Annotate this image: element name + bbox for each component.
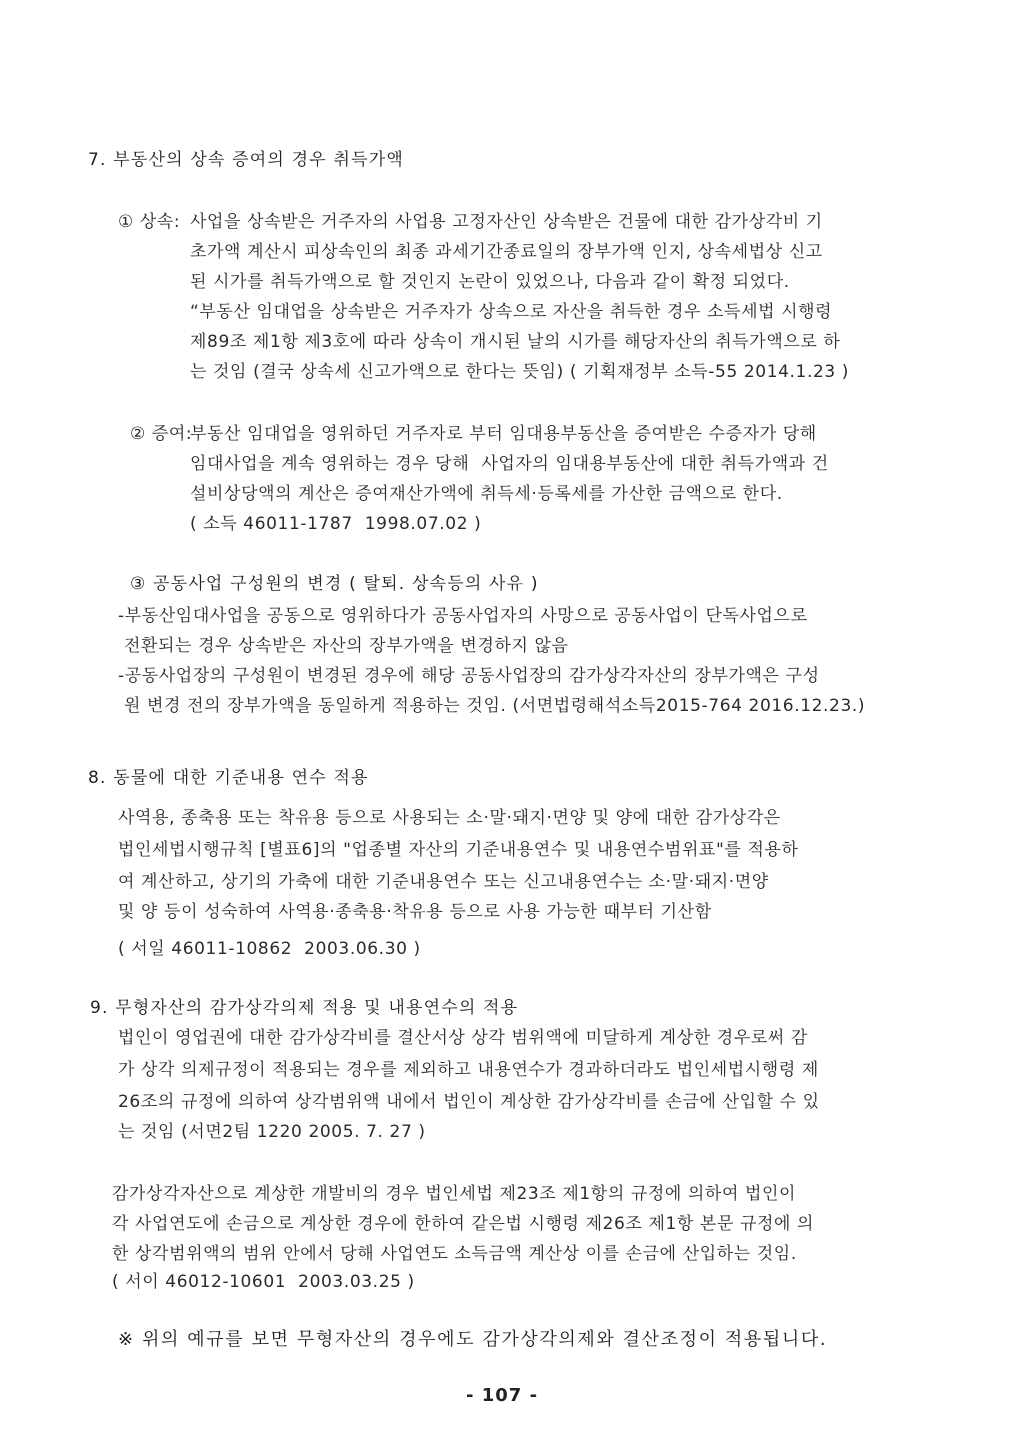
section-9-line: 법인이 영업권에 대한 감가상각비를 결산서상 상각 범위액에 미달하게 계상한 경우로써 감	[118, 1028, 808, 1048]
paragraph-line: 감가상각자산으로 계상한 개발비의 경우 법인세법 제23조 제1항의 규정에 의하여 법인이	[112, 1184, 797, 1204]
paragraph-reference: ( 서이 46012-10601 2003.03.25 )	[112, 1272, 415, 1292]
item-2-line: ( 소득 46011-1787 1998.07.02 )	[190, 514, 482, 534]
section-7-heading: 7. 부동산의 상속 증여의 경우 취득가액	[88, 150, 404, 170]
section-8-line: 법인세법시행규칙 [별표6]의 "업종별 자산의 기준내용연수 및 내용연수범위표"를 적용하	[118, 840, 799, 860]
section-9-line: 가 상각 의제규정이 적용되는 경우를 제외하고 내용연수가 경과하더라도 법인세법시행령 제	[118, 1060, 819, 1080]
paragraph-line: 한 상각범위액의 범위 안에서 당해 사업연도 소득금액 계산상 이를 손금에 산입하는 것임.	[112, 1244, 797, 1264]
item-1-line: 된 시가를 취득가액으로 할 것인지 논란이 있었으나, 다음과 같이 확정 되었다.	[190, 272, 790, 292]
section-8-line: 및 양 등이 성숙하여 사역용·종축용·착유용 등으로 사용 가능한 때부터 기산함	[118, 902, 712, 922]
item-2-label: ② 증여:	[130, 424, 193, 444]
section-8-heading: 8. 동물에 대한 기준내용 연수 적용	[88, 768, 369, 788]
item-1-label: ① 상속:	[118, 212, 181, 232]
item-2-line: 임대사업을 계속 영위하는 경우 당해 사업자의 임대용부동산에 대한 취득가액과 건	[190, 454, 829, 474]
section-8-line: 사역용, 종축용 또는 착유용 등으로 사용되는 소·말·돼지·면양 및 양에 대한 감가상각은	[118, 808, 781, 828]
section-9-line: 26조의 규정에 의하여 상각범위액 내에서 법인이 계상한 감가상각비를 손금에 산입할 수 있	[118, 1092, 820, 1112]
section-9-line: 는 것임 (서면2팀 1220 2005. 7. 27 )	[118, 1122, 426, 1142]
item-1-line: 초가액 계산시 피상속인의 최종 과세기간종료일의 장부가액 인지, 상속세법상 신고	[190, 242, 823, 262]
item-1-line: 제89조 제1항 제3호에 따라 상속이 개시된 날의 시가를 해당자산의 취득가액으로 하	[190, 332, 841, 352]
page-number: - 107 -	[466, 1385, 539, 1406]
summary-note: ※ 위의 예규를 보면 무형자산의 경우에도 감가상각의제와 결산조정이 적용됩니다.	[118, 1329, 828, 1350]
item-2-line: 부동산 임대업을 영위하던 거주자로 부터 임대용부동산을 증여받은 수증자가 당해	[190, 424, 817, 444]
item-1-line: 사업을 상속받은 거주자의 사업용 고정자산인 상속받은 건물에 대한 감가상각비 기	[190, 212, 823, 232]
item-3-line: 전환되는 경우 상속받은 자산의 장부가액을 변경하지 않음	[118, 636, 569, 656]
section-8-reference: ( 서일 46011-10862 2003.06.30 )	[118, 939, 421, 959]
item-1-line: “부동산 임대업을 상속받은 거주자가 상속으로 자산을 취득한 경우 소득세법 시행령	[190, 302, 833, 322]
section-8-line: 여 계산하고, 상기의 가축에 대한 기준내용연수 또는 신고내용연수는 소·말·돼지·면양	[118, 872, 769, 892]
item-3-line: -공동사업장의 구성원이 변경된 경우에 해당 공동사업장의 감가상각자산의 장부가액은 구성	[118, 666, 820, 686]
item-3-line: -부동산임대사업을 공동으로 영위하다가 공동사업자의 사망으로 공동사업이 단독사업으로	[118, 606, 808, 626]
item-2-line: 설비상당액의 계산은 증여재산가액에 취득세·등록세를 가산한 금액으로 한다.	[190, 484, 783, 504]
section-9-heading: 9. 무형자산의 감가상각의제 적용 및 내용연수의 적용	[90, 998, 519, 1018]
item-3-line: 원 변경 전의 장부가액을 동일하게 적용하는 것임. (서면법령해석소득2015-764 2016.12.23.)	[118, 696, 866, 716]
item-1-line: 는 것임 (결국 상속세 신고가액으로 한다는 뜻임) ( 기획재정부 소득-55 2014.1.23 )	[190, 362, 850, 382]
paragraph-line: 각 사업연도에 손금으로 계상한 경우에 한하여 같은법 시행령 제26조 제1항 본문 규정에 의	[112, 1214, 815, 1234]
item-3-heading: ③ 공동사업 구성원의 변경 ( 탈퇴. 상속등의 사유 )	[130, 574, 539, 594]
